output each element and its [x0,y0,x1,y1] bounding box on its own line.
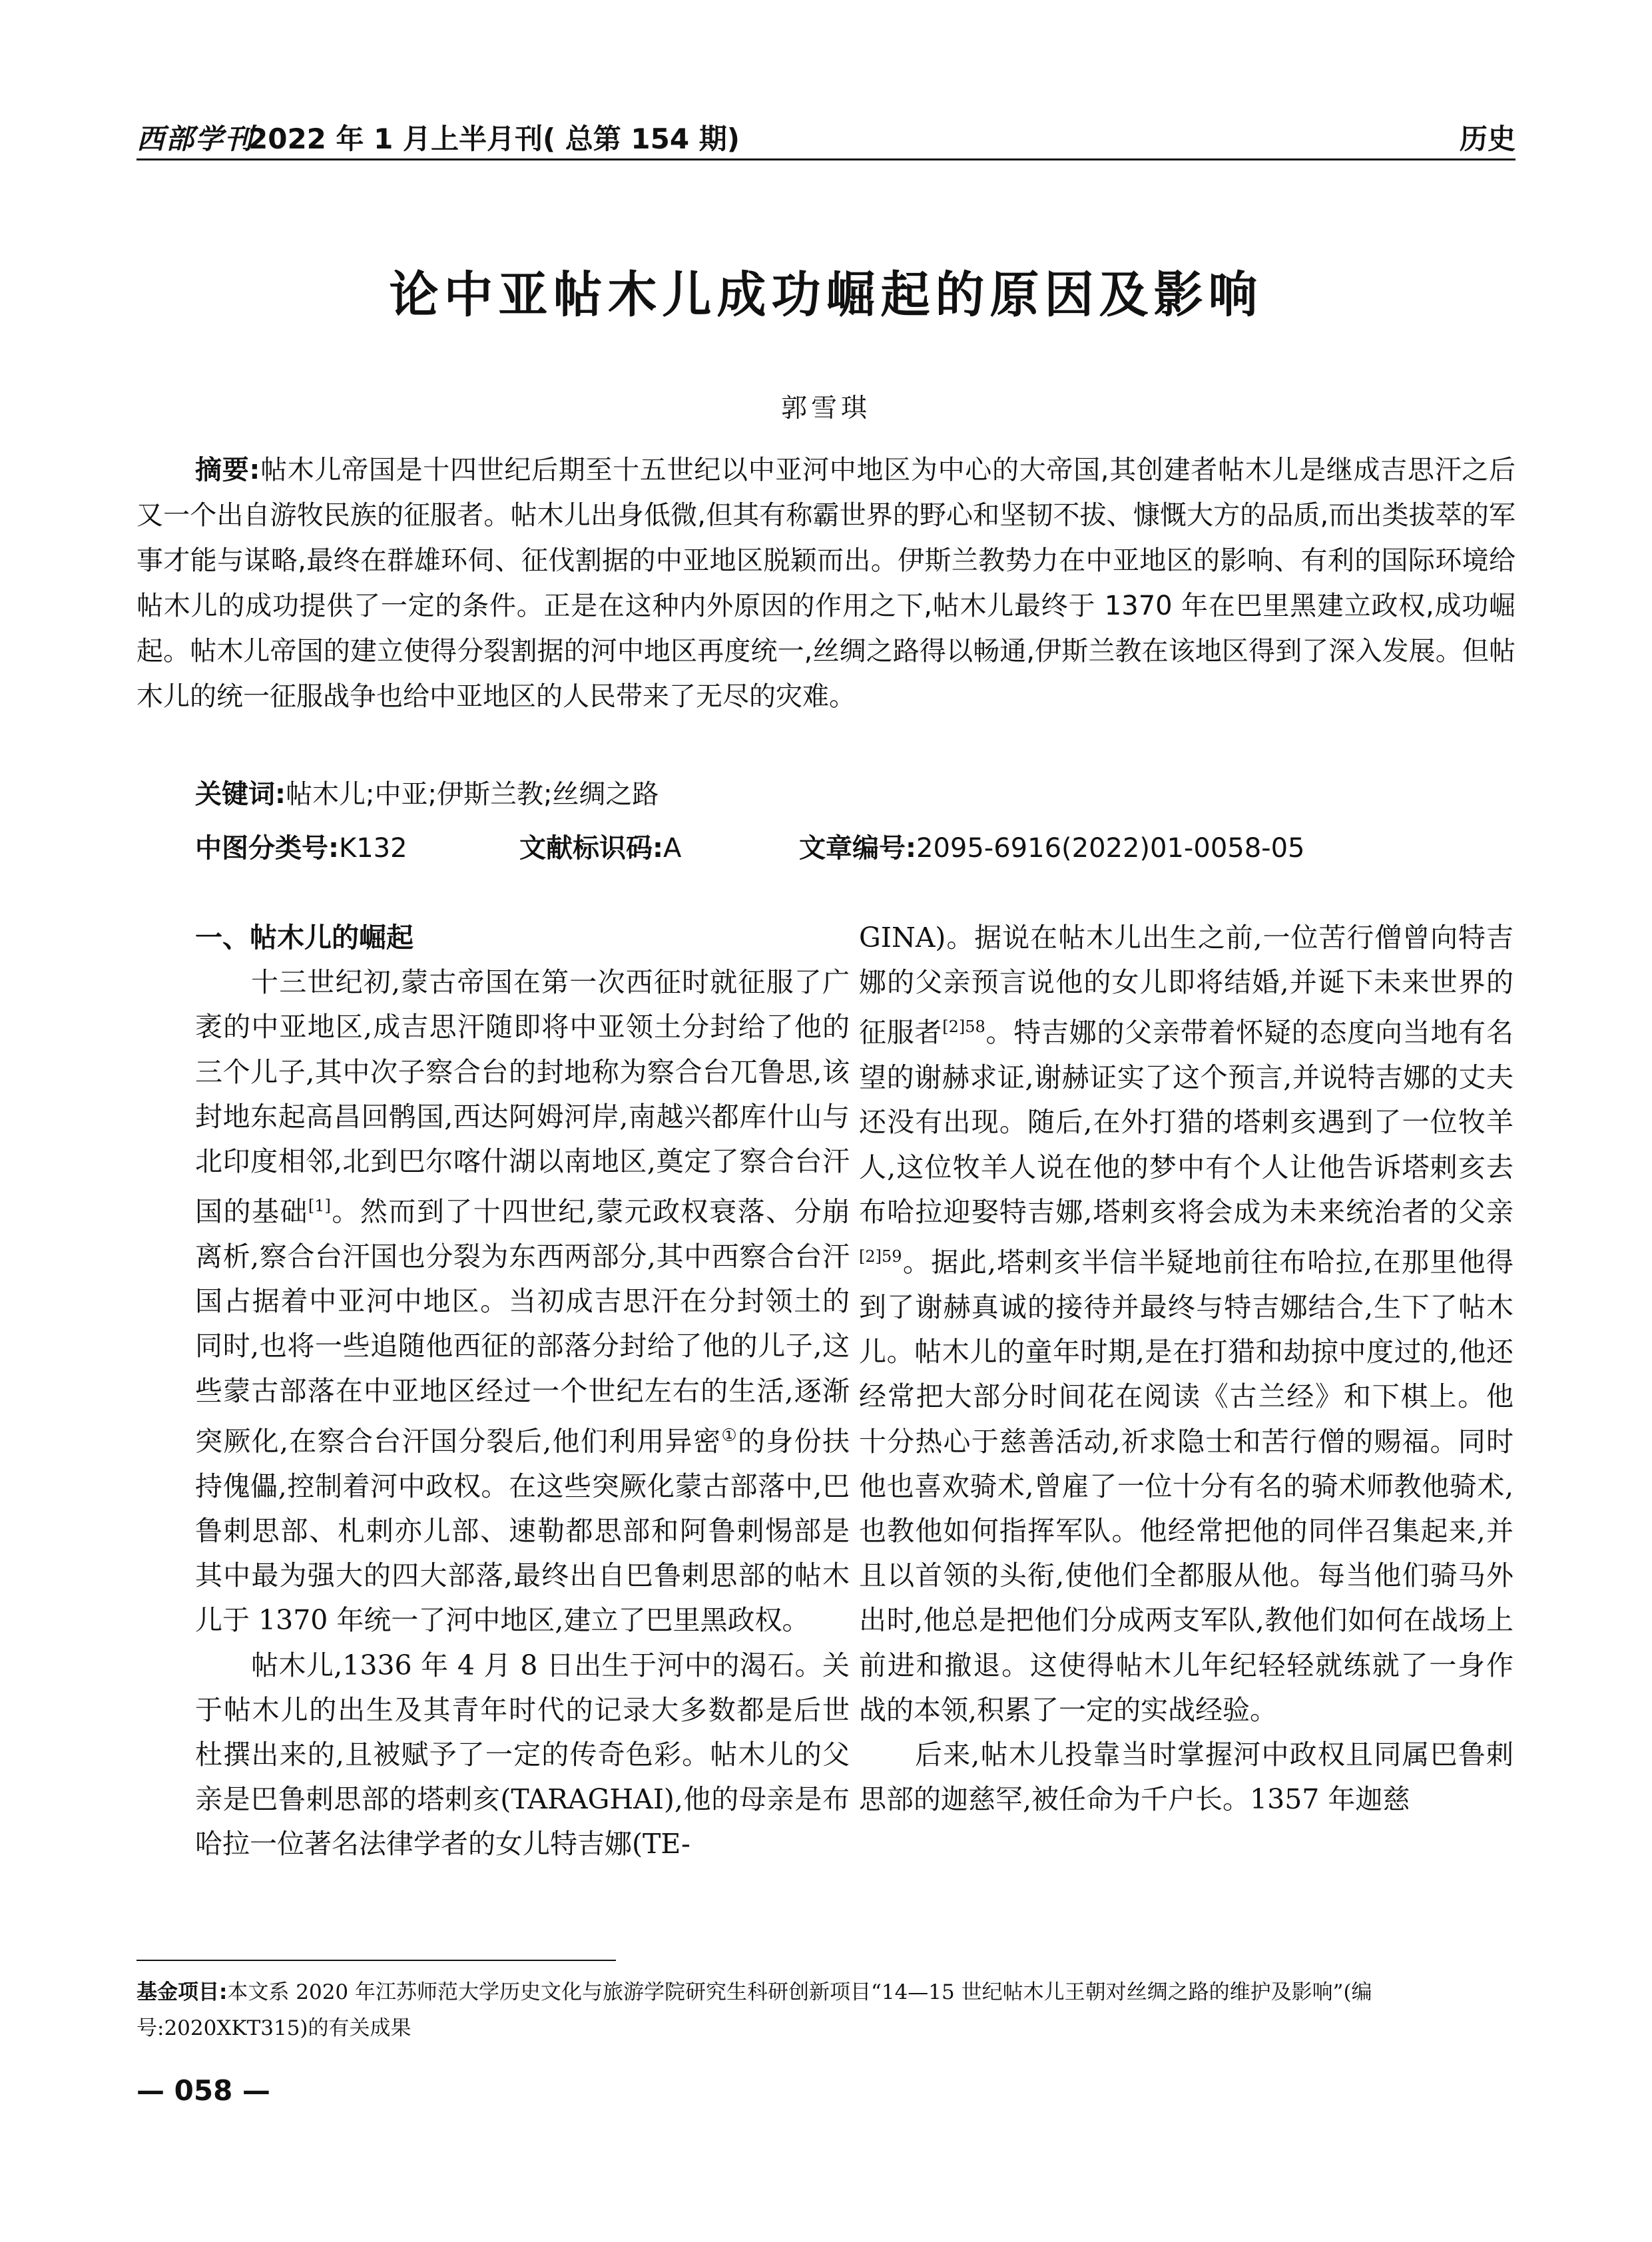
document-code [519,827,681,865]
running-header [137,112,1515,158]
keywords-label: 关键词: [195,779,286,810]
body-paragraph: 帖木儿,1336 年 4 月 8 日出生于河中的渴石。关于帖木儿的出生及其青年时代的记录大多数都是后世杜撰出来的,且被赋予了一定的传奇色彩。帖木儿的父亲是巴鲁剌思部的塔剌亥(TARAGHAI),他的母亲是布哈拉一位著名法律学者的女儿特吉娜(TE- [195,1649,850,1860]
article-author: 郭雪琪 [780,394,871,423]
paragraph-text: 。然而到了十四世纪,蒙元政权衰落、分崩离析,察合台汗国也分裂为东西两部分,其中西察合台汗国占据着中亚河中地区。当初成吉思汗在分封领土的同时,也将一些追随他西征的部落分封给了他的儿子,这些蒙古部落在中亚地区经过一个世纪左右的生活,逐渐突厥化,在察合台汗国分裂后,他们利用异密 [195,1195,850,1458]
doc-label: 文献标识码: [519,833,663,864]
keywords-text: 帖木儿;中亚;伊斯兰教;丝绸之路 [286,779,659,810]
footnote-rule [137,1960,616,1961]
article-value: 2095-6916(2022)01-0058-05 [916,833,1305,864]
article-number [799,827,1305,865]
fund-text: 本文系 2020 年江苏师范大学历史文化与旅游学院研究生科研创新项目“14—15 世纪帖木儿王朝对丝绸之路的维护及影响”(编号:2020XKT315)的有关成果 [137,1980,1372,2040]
fund-note [137,1974,1515,2046]
citation-ref: [2]59 [859,1247,902,1266]
paragraph-text: 十三世纪初,蒙古帝国在第一次西征时就征服了广袤的中亚地区,成吉思汗随即将中亚领土分封给了他的三个儿子,其中次子察合台的封地称为察合台兀鲁思,该封地东起高昌回鹘国,西达阿姆河岸,南越兴都库什山与北印度相邻,北到巴尔喀什湖以南地区,奠定了察合台汗国的基础 [195,966,850,1228]
body-paragraph [195,960,850,1643]
abstract-label: 摘要: [195,455,260,485]
header-rule [137,158,1515,160]
abstract-text: 帖木儿帝国是十四世纪后期至十五世纪以中亚河中地区为中心的大帝国,其创建者帖木儿是继成吉思汗之后又一个出自游牧民族的征服者。帖木儿出身低微,但其有称霸世界的野心和坚韧不拔、慷慨大方的品质,而出类拔萃的军事才能与谋略,最终在群雄环伺、征伐割据的中亚地区脱颖而出。伊斯兰教势力在中亚地区的影响、有利的国际环境给帖木儿的成功提供了一定的条件。正是在这种内外原因的作用之下,帖木儿最终于 1370 年在巴里黑建立政权,成功崛起。帖木儿帝国的建立使得分裂割据的河中地区再度统一,丝绸之路得以畅通,伊斯兰教在该地区得到了深入发展。但帖木儿的统一征服战争也给中亚地区的人民带来了无尽的灾难。 [137,455,1516,712]
clc-value: K132 [339,833,408,864]
body-paragraph: 后来,帖木儿投靠当时掌握河中政权且同属巴鲁剌思部的迦慈罕,被任命为千户长。1357 年迦慈 [859,1738,1514,1816]
clc-number [195,827,408,865]
section-heading: 一、帖木儿的崛起 [195,922,413,954]
citation-ref: [1] [308,1197,331,1216]
paragraph-text: 。据此,塔剌亥半信半疑地前往布哈拉,在那里他得到了谢赫真诚的接待并最终与特吉娜结合,生下了帖木儿。帖木儿的童年时期,是在打猎和劫掠中度过的,他还经常把大部分时间花在阅读《古兰经》和下棋上。他十分热心于慈善活动,祈求隐士和苦行僧的赐福。同时他也喜欢骑术,曾雇了一位十分有名的骑术师教他骑术,也教他如何指挥军队。他经常把他的同伴召集起来,并且以首领的头衔,使他们全都服从他。每当他们骑马外出时,他总是把他们分成两支军队,教他们如何在战场上前进和撤退。这使得帖木儿年纪轻轻就练就了一身作战的本领,积累了一定的实战经验。 [859,1246,1514,1726]
body-column-left [195,916,850,1867]
body-column-right [859,916,1514,1822]
abstract [137,447,1515,719]
keywords [195,773,659,811]
article-label: 文章编号: [799,833,916,864]
citation-ref: [2]58 [942,1017,985,1037]
article-title: 论中亚帖木儿成功崛起的原因及影响 [389,266,1263,324]
body-paragraph [859,916,1514,1733]
paragraph-text: GINA)。据说在帖木儿出生之前,一位苦行僧曾向特吉娜的父亲预言说他的女儿即将结婚,并诞下未来世界的征服者 [859,922,1514,1049]
footnote-marker: ① [721,1425,738,1446]
page-number: — 058 — [137,2074,270,2107]
fund-label: 基金项目: [137,1980,228,2004]
journal-logo: 西部学刊 [137,123,254,155]
paragraph-text: 的身份扶持傀儡,控制着河中政权。在这些突厥化蒙古部落中,巴鲁剌思部、札剌亦儿部、速勒都思部和阿鲁剌惕部是其中最为强大的四大部落,最终出自巴鲁剌思部的帖木儿于 1370 年统一了河中地区,建立了巴里黑政权。 [195,1425,850,1637]
doc-value: A [663,833,682,864]
clc-label: 中图分类号: [195,833,339,864]
section-name: 历史 [1459,123,1515,155]
issue-info: 2022 年 1 月上半月刊( 总第 154 期) [248,123,740,155]
paragraph-text: 。特吉娜的父亲带着怀疑的态度向当地有名望的谢赫求证,谢赫证实了这个预言,并说特吉娜的丈夫还没有出现。随后,在外打猎的塔剌亥遇到了一位牧羊人,这位牧羊人说在他的梦中有个人让他告诉塔剌亥去布哈拉迎娶特吉娜,塔剌亥将会成为未来统治者的父亲 [859,1017,1514,1228]
